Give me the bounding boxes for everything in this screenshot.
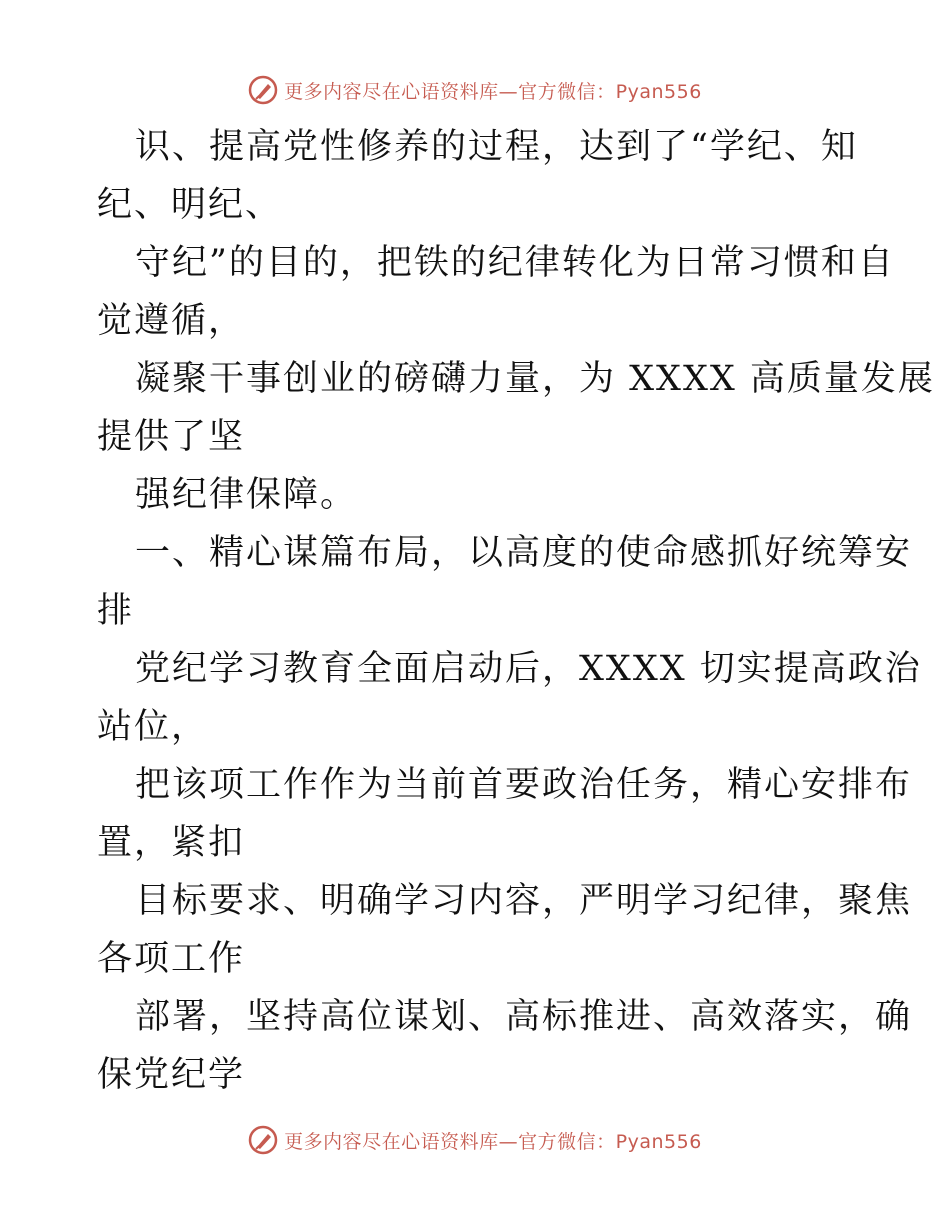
text-line-content: 提供了坚	[97, 417, 246, 457]
header-watermark-banner	[0, 70, 950, 110]
text-line	[97, 1046, 857, 1104]
text-line	[97, 118, 857, 176]
text-line-content: 一、精心谋篇布局，以高度的使命感抓好统筹安	[135, 533, 913, 573]
text-line	[97, 234, 895, 292]
text-line	[97, 814, 857, 872]
text-line-content: 把该项工作作为当前首要政治任务，精心安排布	[135, 765, 913, 805]
text-line-content: 置，紧扣	[97, 823, 246, 863]
text-line-content: 各项工作	[97, 939, 246, 979]
text-line-content: 目标要求、明确学习内容，严明学习纪律，聚焦	[135, 881, 913, 921]
footer-banner-text: 更多内容尽在心语资料库—官方微信：Pyan556	[284, 1130, 702, 1153]
text-line	[97, 872, 913, 930]
text-line	[97, 698, 857, 756]
quill-pen-seal-icon	[248, 1125, 278, 1155]
text-line	[97, 350, 935, 408]
text-line	[97, 582, 857, 640]
text-line	[97, 176, 857, 234]
text-line-content: 保党纪学	[97, 1055, 246, 1095]
text-line	[97, 988, 913, 1046]
text-line	[97, 466, 857, 524]
text-line-content: 部署，坚持高位谋划、高标推进、高效落实，确	[135, 997, 913, 1037]
text-line	[97, 930, 857, 988]
document-body	[97, 118, 935, 1104]
header-banner-text: 更多内容尽在心语资料库—官方微信：Pyan556	[284, 80, 702, 103]
text-line-content: 站位，	[97, 707, 209, 747]
text-line-content: 识、提高党性修养的过程，达到了“学纪、知	[135, 127, 858, 167]
text-line-content: 觉遵循，	[97, 301, 246, 341]
text-line-content: 凝聚干事创业的磅礴力量，为 XXXX 高质量发展	[135, 359, 935, 399]
text-line-content: 强纪律保障。	[135, 475, 358, 515]
text-line-content: 排	[97, 591, 135, 631]
text-line	[97, 640, 922, 698]
footer-watermark-banner	[0, 1120, 950, 1160]
text-line	[97, 756, 913, 814]
text-line-content: 党纪学习教育全面启动后，XXXX 切实提高政治	[135, 649, 922, 689]
text-line	[97, 292, 857, 350]
text-line-content: 守纪”的目的，把铁的纪律转化为日常习惯和自	[135, 243, 895, 283]
text-line-content: 纪、明纪、	[97, 185, 283, 225]
text-line	[97, 408, 857, 466]
text-line	[97, 524, 913, 582]
quill-pen-seal-icon	[248, 75, 278, 105]
